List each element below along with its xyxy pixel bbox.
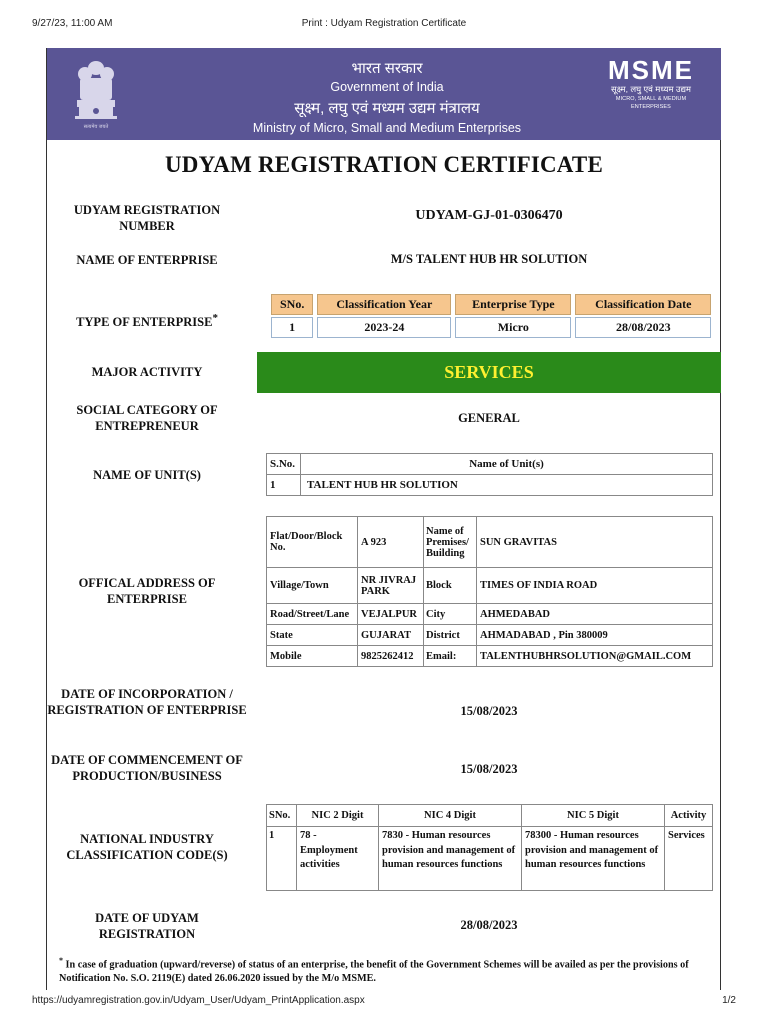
address-premises-label: Name of Premises/ Building [424,517,477,568]
nic-activity: Services [665,827,713,891]
udyam-date-value: 28/08/2023 [460,918,518,932]
table-row [271,317,711,338]
major-activity-value: SERVICES [257,352,721,393]
banner-hindi-government: भारत सरकार [351,60,423,77]
nic-5digit: 78300 - Human resources provision and management of human resources functions [522,827,665,891]
nic-col-sno: SNo. [267,805,297,827]
footnote-text: In case of graduation (upward/reverse) of status of an enterprise, the benefit of the Government Schemes will be availed as per the provisions of Notification No. S.O. 2119(E) dated 26.06.2020 issued by the M/o MSME. [59,959,689,985]
address-table [266,516,713,667]
certificate [46,48,721,990]
certificate-title: UDYAM REGISTRATION CERTIFICATE [164,152,603,177]
banner-hindi-ministry: सूक्ष्म, लघु एवं मध्यम उद्यम मंत्रालय [294,100,480,117]
address-flat-value: A 923 [358,517,424,568]
units-col-name: Name of Unit(s) [301,454,713,475]
nic-col-4digit: NIC 4 Digit [379,805,522,827]
ministry-banner [47,48,721,140]
registration-number-label: UDYAM REGISTRATION NUMBER [73,203,221,233]
address-premises-value: SUN GRAVITAS [477,517,713,568]
nic-table [266,804,713,891]
commencement-value: 15/08/2023 [460,762,518,776]
print-url: https://udyamregistration.gov.in/Udyam_User/Udyam_PrintApplication.aspx [32,995,365,1006]
enterprise-name-value: M/S TALENT HUB HR SOLUTION [390,252,588,266]
msme-hindi-text: सूक्ष्म, लघु एवं मध्यम उद्यम [610,84,692,94]
footnote-mark: * [59,956,63,965]
msme-english-text: MICRO, SMALL & MEDIUM ENTERPRISES [615,96,687,110]
msme-logo-text: MSME [608,55,694,85]
address-block-label: Block [424,568,477,604]
type-col-type: Enterprise Type [455,294,571,315]
nic-label: NATIONAL INDUSTRY CLASSIFICATION CODE(S) [66,832,228,862]
nic-col-activity: Activity [665,805,713,827]
banner-english-ministry: Ministry of Micro, Small and Medium Enterprises [252,121,522,135]
type-col-sno: SNo. [271,294,313,315]
table-row [267,475,713,496]
major-activity-label: MAJOR ACTIVITY [91,365,203,379]
address-mobile-label: Mobile [267,646,358,667]
address-road-value: VEJALPUR [358,604,424,625]
address-district-value: AHMADABAD , Pin 380009 [477,625,713,646]
print-footer [32,995,736,1009]
address-email-value: TALENTHUBHRSOLUTION@GMAIL.COM [477,646,713,667]
address-village-label: Village/Town [267,568,358,604]
national-emblem-icon [71,56,121,132]
print-title: Print : Udyam Registration Certificate [301,18,467,29]
units-table [266,453,713,496]
print-header [32,18,736,32]
address-block-value: TIMES OF INDIA ROAD [477,568,713,604]
footnote [59,954,714,986]
enterprise-name-label: NAME OF ENTERPRISE [76,253,218,267]
address-district-label: District [424,625,477,646]
address-state-value: GUJARAT [358,625,424,646]
table-row [267,517,713,568]
units-label: NAME OF UNIT(S) [93,468,201,482]
unit-sno: 1 [267,475,301,496]
registration-number-value: UDYAM-GJ-01-0306470 [415,208,563,223]
msme-logo [599,56,703,111]
table-row [267,604,713,625]
address-village-value: NR JIVRAJ PARK [358,568,424,604]
nic-4digit: 7830 - Human resources provision and management of human resources functions [379,827,522,891]
udyam-date-label: DATE OF UDYAM REGISTRATION [95,911,199,941]
nic-sno: 1 [267,827,297,891]
address-city-value: AHMEDABAD [477,604,713,625]
address-email-label: Email: [424,646,477,667]
table-row [267,568,713,604]
type-col-year: Classification Year [317,294,451,315]
address-flat-label: Flat/Door/Block No. [267,517,358,568]
address-state-label: State [267,625,358,646]
enterprise-type-label-text: TYPE OF ENTERPRISE [76,315,213,330]
nic-col-5digit: NIC 5 Digit [522,805,665,827]
enterprise-type-label [47,310,247,330]
banner-english-government: Government of India [330,80,444,94]
print-page-number: 1/2 [722,995,736,1006]
address-mobile-value: 9825262412 [358,646,424,667]
nic-2digit: 78 - Employment activities [297,827,379,891]
incorporation-value: 15/08/2023 [460,704,518,718]
incorporation-label: DATE OF INCORPORATION / REGISTRATION OF ENTERPRISE [47,687,247,717]
official-address-label: OFFICAL ADDRESS OF ENTERPRISE [78,576,216,606]
type-sno: 1 [271,317,313,338]
emblem-caption: सत्यमेव जयते [83,124,109,130]
type-year: 2023-24 [317,317,451,338]
table-row [267,625,713,646]
table-row [267,646,713,667]
address-road-label: Road/Street/Lane [267,604,358,625]
type-date: 28/08/2023 [575,317,711,338]
enterprise-type-asterisk: * [212,312,218,324]
print-datetime: 9/27/23, 11:00 AM [32,18,113,29]
social-category-value: GENERAL [458,411,520,425]
enterprise-type-table [267,292,715,340]
commencement-label: DATE OF COMMENCEMENT OF PRODUCTION/BUSINESS [51,753,243,783]
units-col-sno: S.No. [267,454,301,475]
address-city-label: City [424,604,477,625]
unit-name: TALENT HUB HR SOLUTION [301,475,713,496]
nic-col-2digit: NIC 2 Digit [297,805,379,827]
type-col-date: Classification Date [575,294,711,315]
social-category-label: SOCIAL CATEGORY OF ENTREPRENEUR [76,403,218,433]
table-row [267,827,713,891]
type-type: Micro [455,317,571,338]
